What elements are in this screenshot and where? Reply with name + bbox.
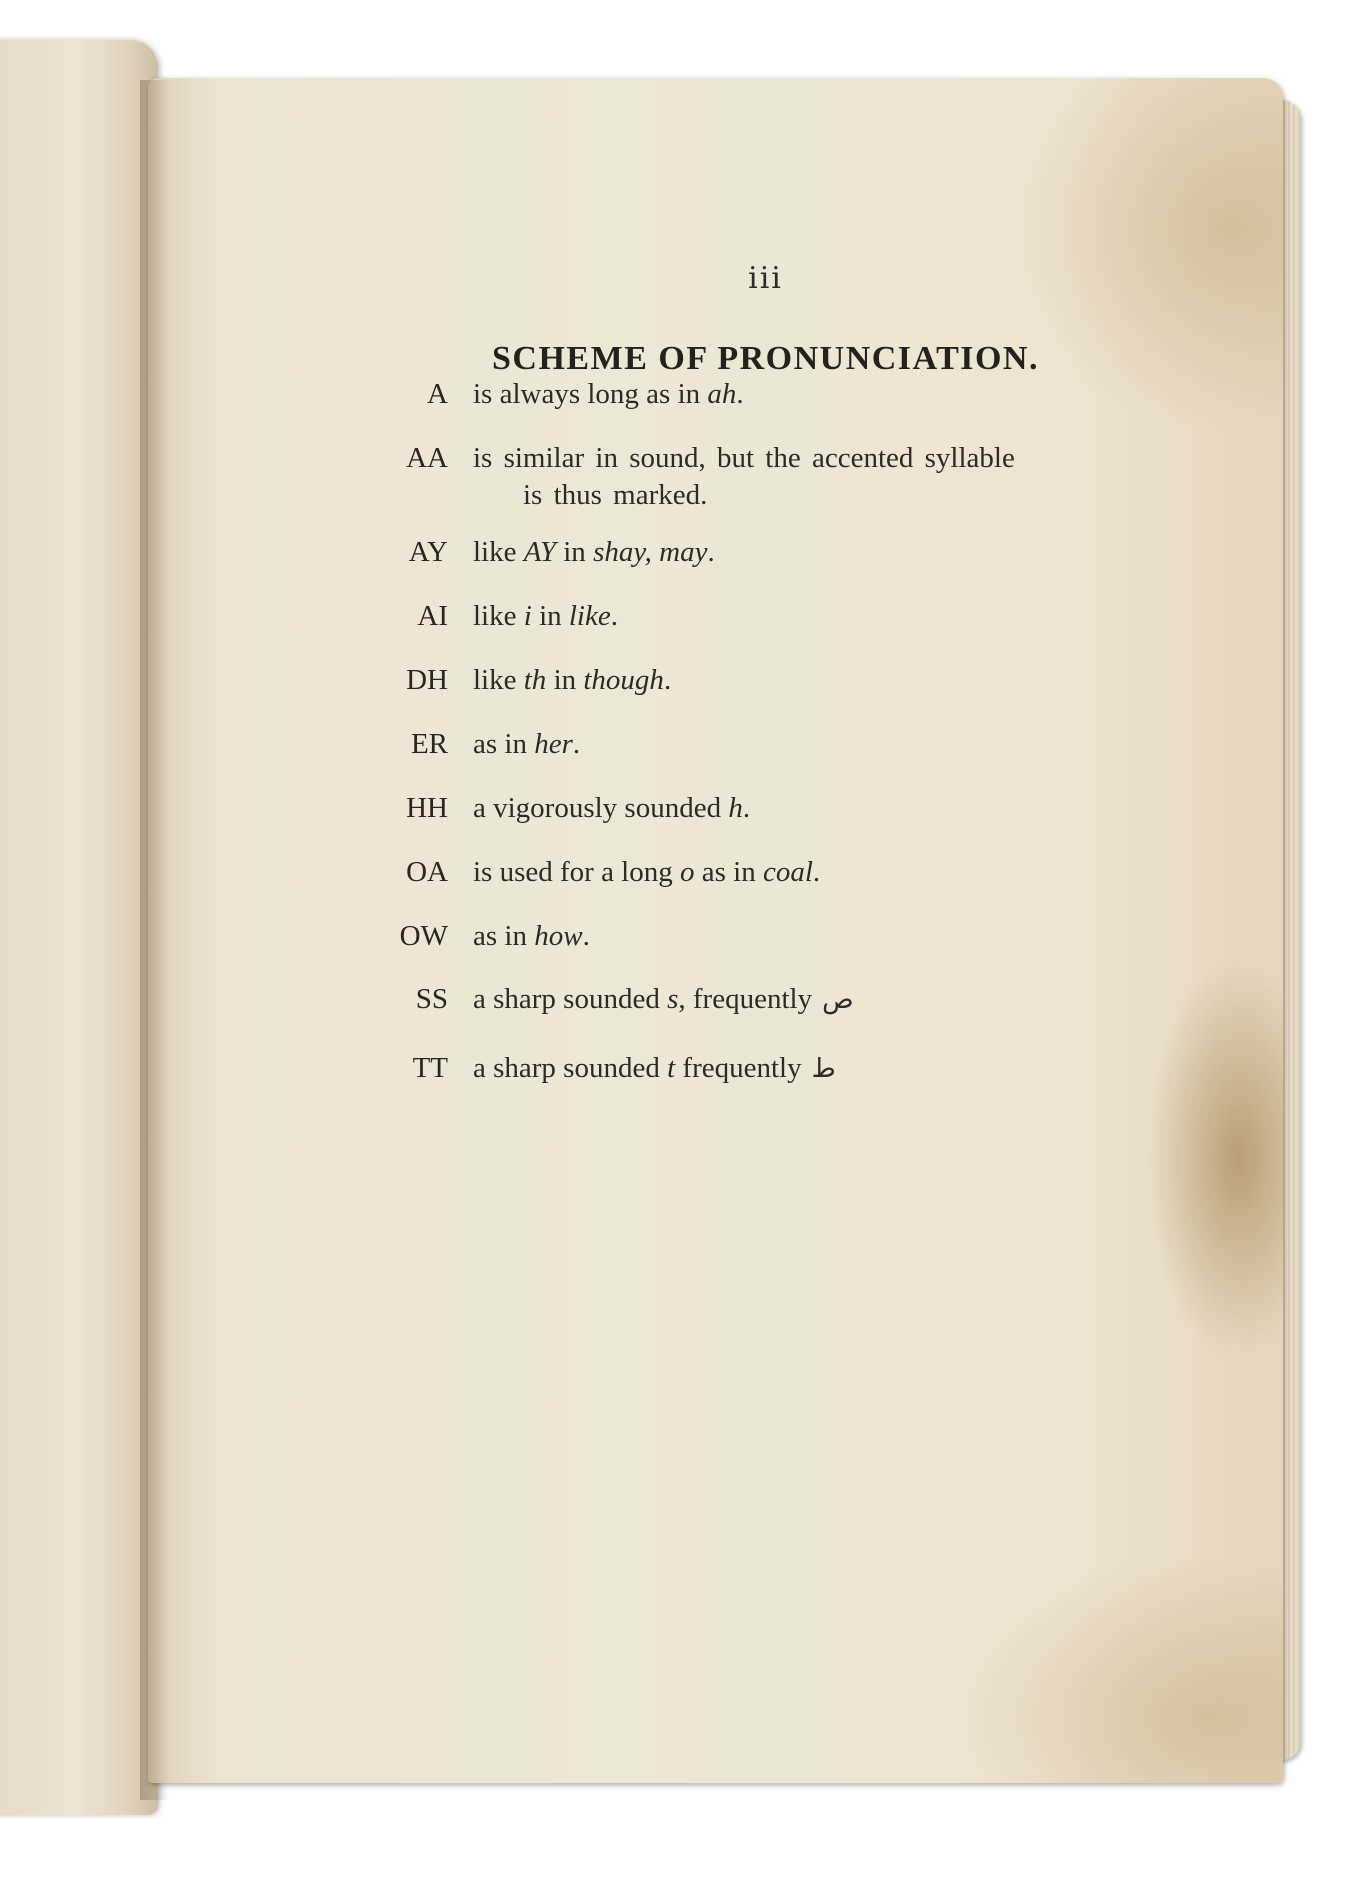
entry-text: like <box>473 600 524 632</box>
entry-code: ER <box>410 728 448 760</box>
entry-description <box>473 981 1347 1019</box>
entry-tail: . <box>707 536 715 568</box>
entry-example: h <box>728 792 743 824</box>
entry-text: is always long as in <box>473 378 708 410</box>
entry-example-2: like <box>568 600 611 632</box>
entry-text: is similar in sound, but the accented syllable <box>473 442 1015 474</box>
page-number: iii <box>748 261 783 296</box>
entry-text: like <box>473 664 524 696</box>
entry-example: AY <box>523 536 556 568</box>
entry-example-2: though <box>583 664 664 696</box>
arabic-glyph: ط <box>811 1054 836 1084</box>
entry-text: as in <box>473 728 535 760</box>
entry-code: AI <box>417 600 448 632</box>
entry-description <box>473 376 1347 413</box>
entry-tail: . <box>610 600 618 632</box>
entry-text-2: frequently <box>675 1052 802 1084</box>
entry-code: OA <box>406 856 448 888</box>
entry-example-2: coal <box>762 856 813 888</box>
entry-description <box>473 440 1347 514</box>
entry-example: ah <box>707 378 737 410</box>
entry-example: o <box>680 856 695 888</box>
entry-code: A <box>427 378 448 410</box>
entry-tail: . <box>663 664 672 696</box>
entry-description <box>473 534 1347 571</box>
entry-text-2: as in <box>694 856 763 888</box>
gutter-shadow <box>140 80 170 1800</box>
entry-tail: . <box>812 856 821 888</box>
entry-text: is used for a long <box>473 856 680 888</box>
page-title: SCHEME OF PRONUNCIATION. <box>492 340 1039 377</box>
entry-example: t <box>667 1052 676 1084</box>
entry-example: her <box>534 728 573 760</box>
entry-tail: . <box>742 792 751 824</box>
facing-page <box>0 40 158 1815</box>
entry-code: AA <box>406 442 448 474</box>
entry-text: a sharp sounded <box>473 983 668 1015</box>
entry-example: i <box>523 600 532 632</box>
entry-description <box>473 918 1347 955</box>
entry-example: th <box>523 664 547 696</box>
entry-code: DH <box>406 664 448 696</box>
entry-example-2: shay, may <box>593 536 708 568</box>
entry-description <box>473 790 1347 827</box>
entry-tail: . <box>572 728 581 760</box>
entry-example: how <box>534 920 583 952</box>
entry-text: a sharp sounded <box>473 1052 668 1084</box>
entry-code: SS <box>415 983 448 1015</box>
entry-tail: . <box>736 378 744 410</box>
entry-description <box>473 726 1347 763</box>
entry-text: as in <box>473 920 535 952</box>
entry-code: AY <box>408 536 448 568</box>
entry-text: a vigorously sounded <box>473 792 729 824</box>
entry-tail: . <box>582 920 590 952</box>
entry-description <box>473 662 1347 699</box>
entry-code: HH <box>406 792 448 824</box>
book-page <box>148 78 1283 1783</box>
arabic-glyph: ص <box>822 985 854 1015</box>
entry-example: s <box>667 983 679 1015</box>
entry-description <box>473 1050 1347 1088</box>
entry-text: like <box>473 536 524 568</box>
entry-code: TT <box>412 1052 448 1084</box>
entry-text-2: in <box>546 664 584 696</box>
entry-text-2: in <box>531 600 569 632</box>
entry-text-2: , frequently <box>678 983 813 1015</box>
entry-text-2: in <box>556 536 594 568</box>
entry-code: OW <box>399 920 448 952</box>
entry-continuation: is thus marked. <box>523 479 708 511</box>
entry-description <box>473 598 1347 635</box>
entry-description <box>473 854 1347 891</box>
